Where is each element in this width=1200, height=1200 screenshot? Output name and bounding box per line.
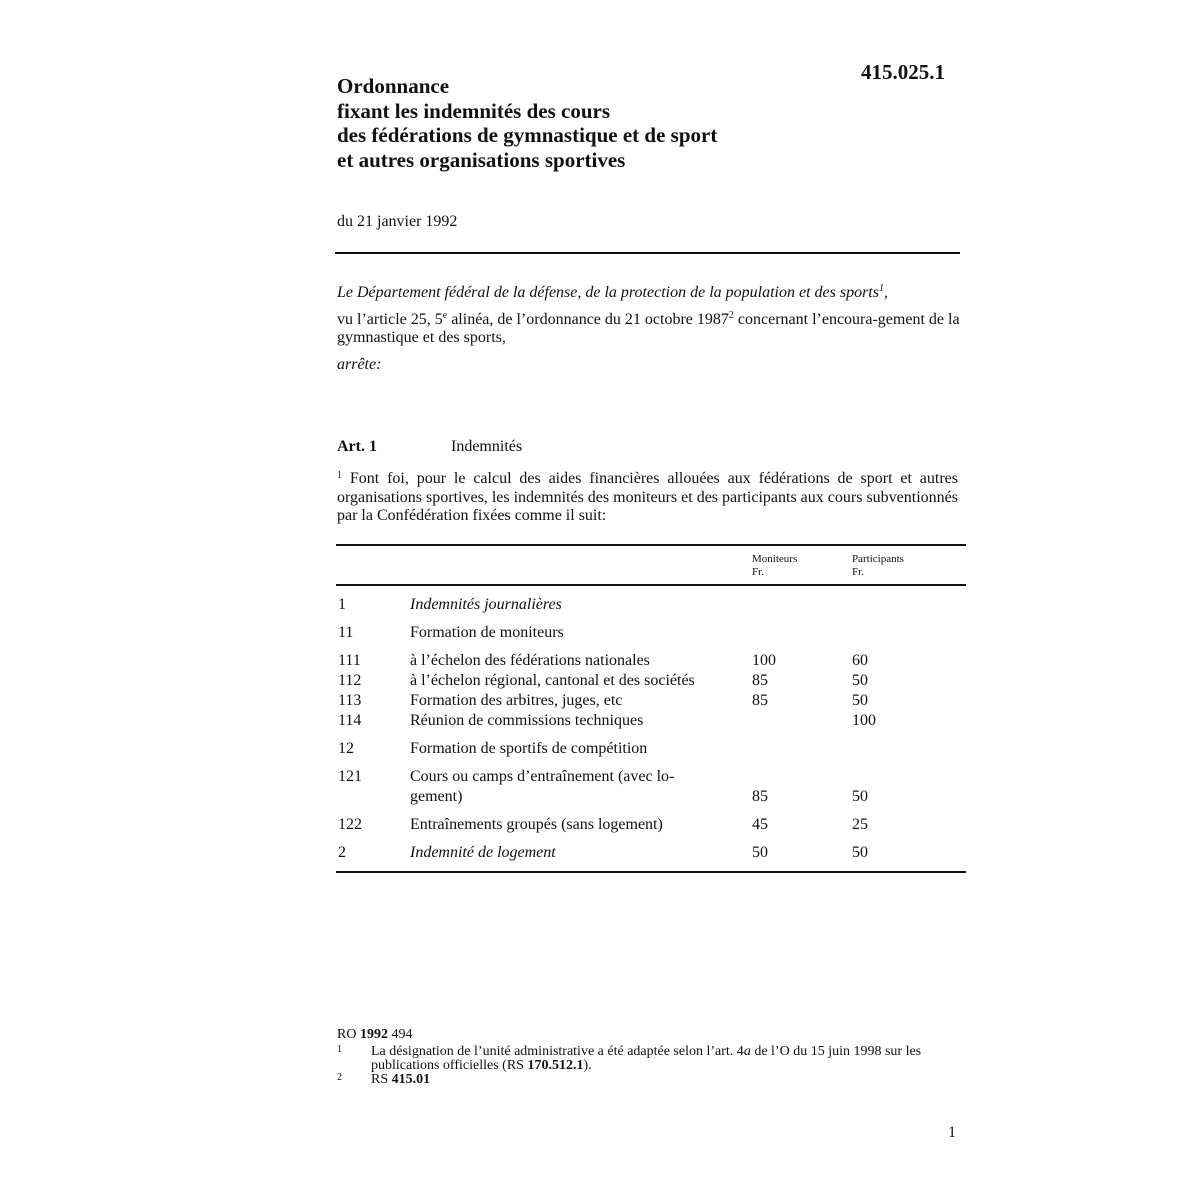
table-row	[336, 807, 966, 835]
document-date: du 21 janvier 1992	[337, 213, 458, 230]
col-participants-unit: Fr.	[852, 566, 864, 578]
footnote-1	[337, 1045, 937, 1073]
table-header-blank	[336, 545, 752, 585]
row-label: Indemnités journalières	[410, 596, 562, 613]
row-participants	[852, 731, 966, 759]
row-label: à l’échelon des fédérations nationales	[410, 652, 650, 669]
fn1-rs-number[interactable]: 170.512.1	[527, 1058, 584, 1073]
row-moniteurs	[752, 711, 852, 731]
row-code: 114	[338, 712, 362, 729]
preamble-issuer	[337, 284, 961, 303]
row-label: Réunion de commissions techniques	[410, 712, 644, 729]
fn1-text-italic: a	[743, 1044, 751, 1059]
table-row	[336, 643, 966, 671]
alinea-number: 1	[337, 470, 342, 481]
article-number: Art. 1	[337, 438, 377, 455]
table-row	[336, 835, 966, 872]
row-moniteurs	[752, 615, 852, 643]
ro-page: 494	[391, 1027, 413, 1042]
row-code: 12	[338, 740, 354, 757]
footnote-ref-1[interactable]: 1	[878, 283, 884, 294]
fn1-text-c: ).	[583, 1058, 592, 1073]
row-code: 11	[338, 624, 354, 641]
table-row	[336, 615, 966, 643]
official-collection-ref	[337, 1027, 937, 1043]
row-moniteurs: 85	[752, 672, 768, 689]
row-participants: 50	[852, 788, 868, 805]
row-code: 2	[336, 835, 410, 872]
row-participants: 60	[852, 652, 868, 669]
header-divider	[335, 252, 960, 254]
row-code: 113	[338, 692, 362, 709]
row-code: 122	[338, 816, 362, 833]
table-row	[336, 711, 966, 731]
preamble-decree: arrête:	[337, 355, 382, 373]
article-1-paragraph	[337, 467, 958, 526]
col-header-participants	[852, 545, 966, 585]
row-code: 112	[338, 672, 362, 689]
indemnities-table	[336, 544, 966, 873]
issuer-text: Le Département fédéral de la défense, de la protection de la population et des sports	[337, 284, 879, 301]
table-row	[336, 585, 966, 615]
row-label: Formation de moniteurs	[410, 624, 564, 641]
footnote-ref-2[interactable]: 2	[728, 309, 734, 321]
row-label-line-2: gement)	[410, 788, 463, 805]
row-moniteurs	[752, 731, 852, 759]
col-moniteurs-label: Moniteurs	[752, 553, 798, 565]
row-participants: 50	[852, 672, 868, 689]
row-label-line-1: Cours ou camps d’entraînement (avec lo-	[410, 768, 675, 785]
fn2-rs-number[interactable]: 415.01	[391, 1072, 431, 1087]
basis-text-3: concernant l’encoura-gement de la gymnastique et des sports,	[337, 310, 960, 346]
table-header-row	[336, 545, 966, 585]
title-line-1: Ordonnance	[337, 74, 450, 98]
row-moniteurs: 85	[752, 692, 768, 709]
row-label: Indemnité de logement	[410, 835, 752, 872]
page-number: 1	[948, 1124, 956, 1141]
footnote-2	[337, 1073, 937, 1087]
ro-year: 1992	[359, 1027, 388, 1042]
preamble-basis	[337, 311, 961, 348]
row-moniteurs: 100	[752, 652, 776, 669]
fn1-text-b: de l’O du 15 juin 1998 sur les publications officielles (RS	[371, 1044, 922, 1073]
footnote-2-mark: 2	[337, 1072, 342, 1083]
table-row	[336, 759, 966, 807]
table-row	[336, 731, 966, 759]
col-moniteurs-unit: Fr.	[752, 566, 764, 578]
fn1-text-a: La désignation de l’unité administrative a été adaptée selon l’art. 4	[371, 1044, 744, 1059]
article-title: Indemnités	[451, 438, 523, 455]
row-label: Formation de sportifs de compétition	[410, 740, 648, 757]
title-line-2: fixant les indemnités des cours	[337, 98, 610, 123]
row-participants	[852, 585, 966, 615]
basis-text-2: alinéa, de l’ordonnance du 21 octobre 1987	[447, 310, 729, 328]
title-line-4: et autres organisations sportives	[337, 147, 626, 172]
table-row	[336, 671, 966, 691]
title-line-3: des fédérations de gymnastique et de sport	[337, 123, 718, 147]
row-label: Formation des arbitres, juges, etc	[410, 692, 623, 709]
basis-text-1: vu l’article 25, 5	[337, 310, 443, 328]
row-participants: 100	[852, 712, 876, 729]
col-header-moniteurs	[752, 545, 852, 585]
ro-prefix: RO	[337, 1027, 357, 1042]
row-participants: 25	[852, 816, 868, 833]
preamble	[337, 284, 961, 374]
table-row	[336, 691, 966, 711]
document-ref-number: 415.025.1	[861, 60, 945, 84]
row-participants: 50	[852, 835, 966, 872]
row-code: 1	[338, 596, 346, 613]
article-1-heading	[337, 438, 737, 456]
article-1-text: Font foi, pour le calcul des aides financières allouées aux fédérations de sport et autres organisations sportives, les indemnités des moniteurs et des participants aux cours subventionnés par la Confédération fixées comme il suit:	[337, 470, 959, 524]
row-participants	[852, 615, 966, 643]
fn2-prefix: RS	[371, 1072, 389, 1087]
row-moniteurs: 45	[752, 816, 768, 833]
row-label: Entraînements groupés (sans logement)	[410, 816, 663, 833]
document-title	[337, 74, 717, 172]
row-label	[410, 759, 752, 807]
row-moniteurs	[752, 585, 852, 615]
row-code: 121	[338, 768, 362, 785]
footnotes	[337, 1027, 937, 1087]
row-moniteurs: 85	[752, 788, 768, 805]
row-label: à l’échelon régional, cantonal et des sociétés	[410, 672, 695, 689]
col-participants-label: Participants	[852, 553, 904, 565]
row-code: 111	[338, 652, 361, 669]
row-participants: 50	[852, 692, 868, 709]
row-moniteurs: 50	[752, 835, 852, 872]
issuer-comma: ,	[883, 284, 888, 301]
basis-ordinal: e	[442, 309, 448, 321]
footnote-1-mark: 1	[337, 1044, 342, 1055]
